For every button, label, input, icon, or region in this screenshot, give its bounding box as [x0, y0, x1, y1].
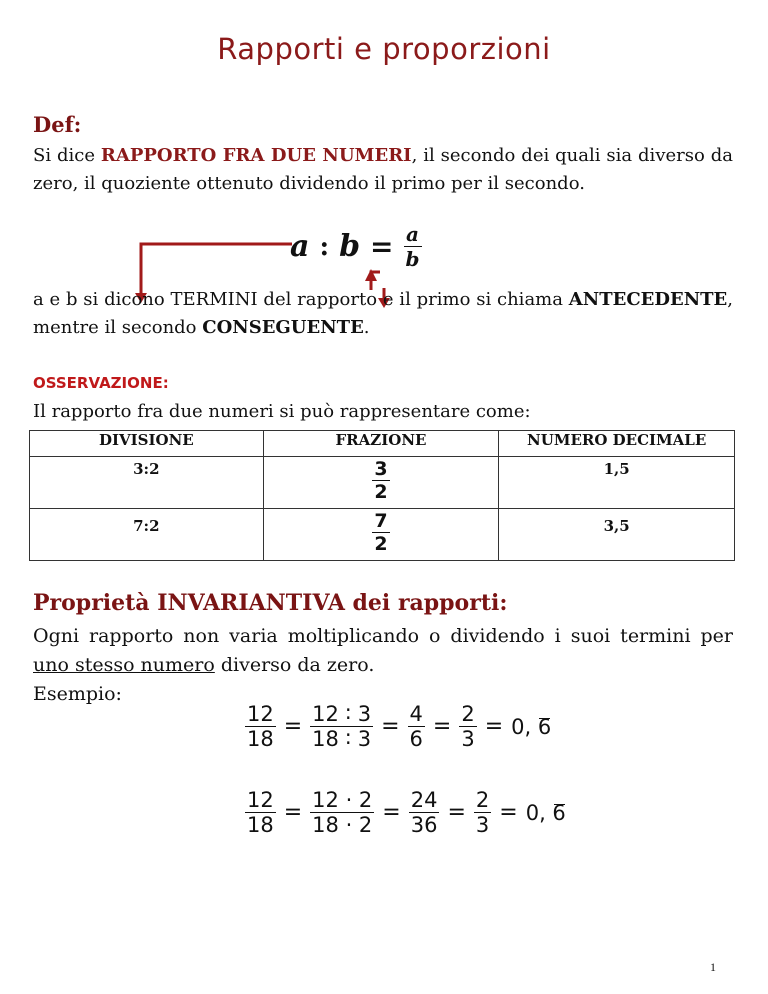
equals-sign: = [382, 800, 401, 825]
eq-num: 2 [475, 788, 490, 812]
equals-sign: = [381, 714, 400, 739]
property-paragraph [33, 622, 733, 680]
page-title: Rapporti e proporzioni [217, 32, 551, 66]
def-term: RAPPORTO FRA DUE NUMERI [100, 145, 412, 166]
eq-fraction [245, 702, 276, 751]
property-underlined: uno stesso numero [33, 654, 215, 676]
def-heading: Def: [33, 112, 82, 137]
periodic-result [511, 715, 551, 739]
periodic-result [526, 801, 566, 825]
eq-den: 3 [461, 727, 475, 751]
property-text-end: diverso da zero. [214, 654, 375, 676]
equals-sign: = [283, 714, 303, 739]
consequent-term: CONSEGUENTE [202, 317, 364, 338]
table-fraction [372, 458, 389, 503]
terms-text-start: a e b si dicono TERMINI del rapporto e il primo si chiama [33, 289, 569, 310]
header-decimal: NUMERO DECIMALE [499, 431, 735, 457]
eq-num: 12 [247, 788, 274, 812]
terms-paragraph [33, 286, 733, 342]
formula-a: a [290, 229, 310, 264]
formula-equals: = [370, 230, 394, 263]
equals-sign: = [283, 800, 303, 825]
observation-text: Il rapporto fra due numeri si può rappresentare come: [33, 401, 531, 422]
cell-fraction [263, 509, 499, 561]
header-fraction: FRAZIONE [263, 431, 499, 457]
eq-den: 18 ∶ 3 [312, 727, 372, 751]
period-bar [539, 718, 550, 719]
eq-fraction [408, 702, 425, 751]
property-text-start: Ogni rapporto non varia moltiplicando o dividendo i suoi termini per [33, 625, 733, 647]
eq-fraction [474, 788, 491, 837]
example-equation-multiplication [245, 788, 566, 837]
table-fraction-num: 7 [374, 510, 388, 532]
property-heading: Proprietà INVARIANTIVA dei rapporti: [33, 590, 508, 616]
example-equation-division [245, 702, 551, 751]
def-text-start: Si dice [33, 145, 101, 166]
page-number: 1 [710, 960, 716, 974]
table-fraction-den: 2 [374, 481, 388, 503]
eq-num: 2 [461, 702, 475, 726]
eq-fraction [409, 788, 440, 837]
observation-heading: OSSERVAZIONE: [33, 374, 169, 392]
cell-division: 7:2 [30, 509, 264, 561]
eq-num: 12 · 2 [312, 788, 373, 812]
table-fraction-den: 2 [374, 533, 388, 555]
header-division: DIVISIONE [30, 431, 264, 457]
table-header-row [30, 431, 735, 457]
eq-den: 18 · 2 [312, 813, 373, 837]
eq-fraction [245, 788, 276, 837]
cell-decimal: 3,5 [499, 509, 735, 561]
fraction-numerator: a [406, 222, 419, 246]
equals-sign: = [484, 714, 504, 739]
terms-text-mid: , mentre il secondo [33, 289, 733, 338]
antecedent-term: ANTECEDENTE [568, 289, 728, 310]
table-row [30, 457, 735, 509]
eq-num: 12 [247, 702, 274, 726]
cell-decimal: 1,5 [499, 457, 735, 509]
example-label: Esempio: [33, 683, 122, 705]
eq-fraction [459, 702, 476, 751]
terms-text-end: . [363, 317, 370, 338]
period-bar [554, 804, 565, 805]
equals-sign: = [432, 714, 452, 739]
eq-den: 3 [475, 813, 490, 837]
def-text-end: , il secondo dei quali sia diverso da zero, il quoziente ottenuto dividendo il primo per il secondo. [33, 145, 733, 194]
eq-fraction [310, 702, 373, 751]
eq-den: 36 [410, 813, 438, 837]
eq-fraction [310, 788, 374, 837]
eq-den: 18 [247, 813, 274, 837]
equals-sign: = [447, 800, 466, 825]
result-value: 0, 6 [511, 714, 552, 739]
result-value: 0, 6 [525, 800, 566, 825]
cell-division: 3:2 [30, 457, 264, 509]
equals-sign: = [499, 800, 518, 825]
eq-num: 12 ∶ 3 [312, 702, 372, 726]
eq-den: 6 [409, 727, 423, 751]
eq-den: 18 [247, 727, 274, 751]
table-fraction [372, 510, 389, 555]
formula-colon: : [319, 231, 330, 262]
representation-table [29, 430, 735, 561]
eq-num: 24 [410, 788, 438, 812]
formula-b: b [339, 229, 361, 264]
table-row [30, 509, 735, 561]
table-fraction-num: 3 [374, 458, 388, 480]
eq-num: 4 [409, 702, 423, 726]
fraction-denominator: b [405, 247, 420, 271]
cell-fraction [263, 457, 499, 509]
